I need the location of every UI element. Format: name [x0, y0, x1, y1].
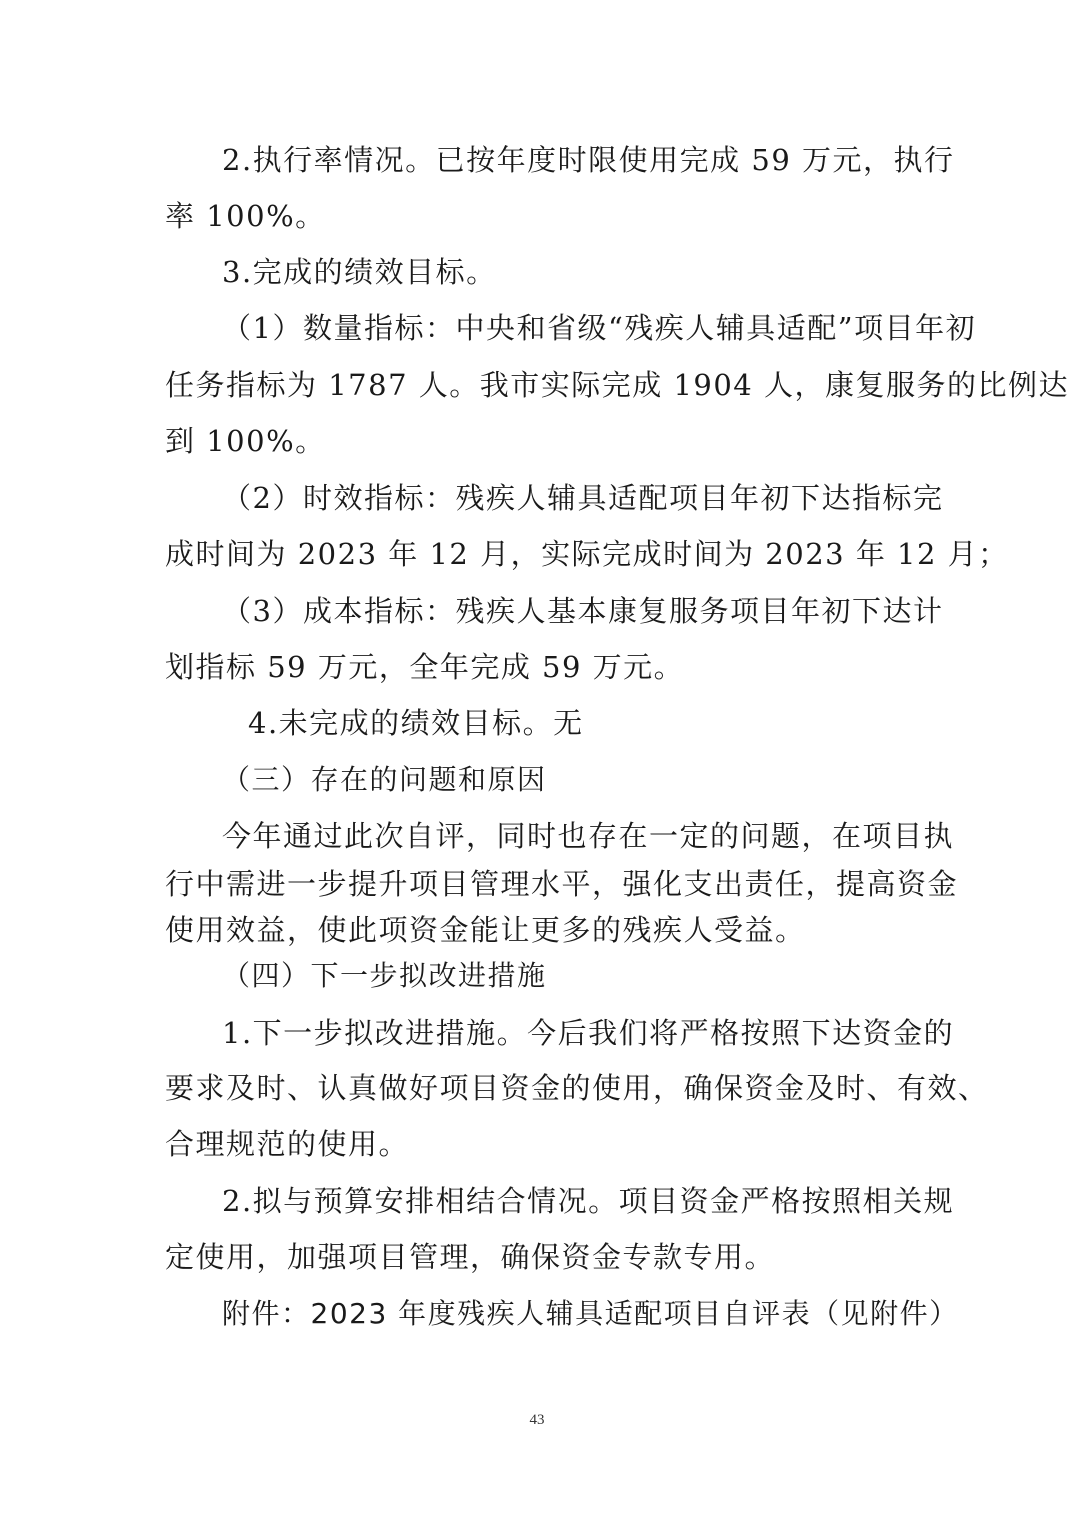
paragraph-line: 成时间为 2023 年 12 月，实际完成时间为 2023 年 12 月；	[165, 537, 1009, 571]
paragraph-line: 到 100%。	[165, 424, 326, 458]
page-number: 43	[529, 1412, 545, 1428]
paragraph-line: （1）数量指标：中央和省级“残疾人辅具适配”项目年初	[222, 311, 977, 345]
section-heading: （四）下一步拟改进措施	[222, 959, 547, 992]
paragraph-line: 4.未完成的绩效目标。无	[248, 706, 584, 740]
attachment-note: 附件：2023 年度残疾人辅具适配项目自评表（见附件）	[222, 1297, 959, 1330]
paragraph-line: （3）成本指标：残疾人基本康复服务项目年初下达计	[222, 594, 944, 628]
paragraph-line: 2.执行率情况。已按年度时限使用完成 59 万元，执行	[222, 143, 955, 177]
paragraph-line: 1.下一步拟改进措施。今后我们将严格按照下达资金的	[222, 1016, 955, 1050]
section-heading: （三）存在的问题和原因	[222, 763, 547, 796]
paragraph-line: 行中需进一步提升项目管理水平，强化支出责任，提高资金	[165, 867, 959, 901]
paragraph-line: 今年通过此次自评，同时也存在一定的问题，在项目执	[222, 819, 955, 853]
paragraph-line: 定使用，加强项目管理，确保资金专款专用。	[165, 1240, 776, 1274]
paragraph-line: 任务指标为 1787 人。我市实际完成 1904 人，康复服务的比例达	[165, 368, 1069, 402]
paragraph-line: 划指标 59 万元，全年完成 59 万元。	[165, 650, 685, 684]
paragraph-line: （2）时效指标：残疾人辅具适配项目年初下达指标完	[222, 481, 944, 515]
paragraph-line: 率 100%。	[165, 199, 326, 233]
paragraph-line: 要求及时、认真做好项目资金的使用，确保资金及时、有效、	[165, 1071, 989, 1105]
paragraph-line: 合理规范的使用。	[165, 1127, 410, 1161]
paragraph-line: 使用效益，使此项资金能让更多的残疾人受益。	[165, 913, 806, 947]
paragraph-line: 2.拟与预算安排相结合情况。项目资金严格按照相关规	[222, 1184, 955, 1218]
paragraph-line: 3.完成的绩效目标。	[222, 255, 497, 289]
